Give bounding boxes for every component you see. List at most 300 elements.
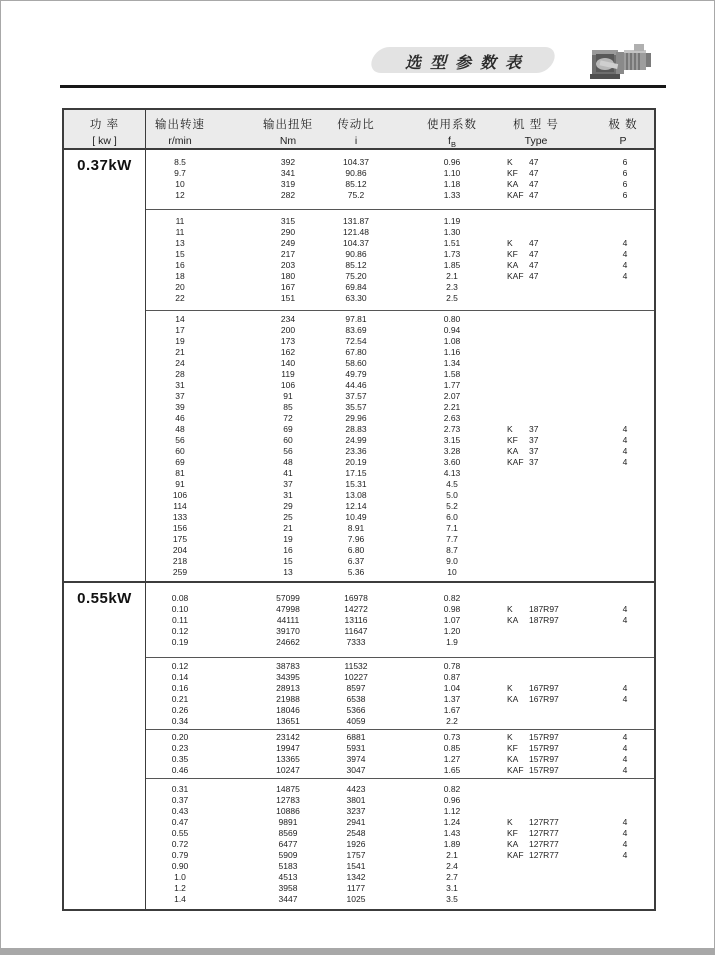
torque-cell: 38783: [276, 661, 300, 671]
speed-cell: 156: [172, 523, 188, 533]
service-factor-cell: 0.80: [443, 314, 461, 324]
ratio-cell: 4059: [346, 716, 366, 726]
ratio-cell: 6.80: [347, 545, 365, 555]
ratio-cell: 8597: [346, 683, 366, 693]
speed-cell: 19: [175, 336, 185, 346]
speed-cell: 0.10: [171, 604, 189, 614]
table-row: [146, 545, 654, 556]
model-cell: KAF 157R97: [507, 765, 559, 775]
speed-cell: 133: [172, 512, 188, 522]
service-factor-cell: 1.27: [443, 754, 461, 764]
speed-cell: 0.08: [171, 593, 189, 603]
speed-cell: 37: [175, 391, 185, 401]
service-factor-cell: 1.51: [443, 238, 461, 248]
speed-cell: 0.31: [171, 784, 189, 794]
torque-cell: 56: [283, 446, 293, 456]
service-factor-cell: 1.08: [443, 336, 461, 346]
table-row: [146, 157, 654, 168]
ratio-cell: 67.80: [345, 347, 367, 357]
speed-cell: 46: [175, 413, 185, 423]
ratio-cell: 49.79: [345, 369, 367, 379]
ratio-cell: 5.36: [347, 567, 365, 577]
ratio-cell: 90.86: [345, 168, 367, 178]
table-row: [146, 556, 654, 567]
torque-cell: 10247: [276, 765, 300, 775]
table-row: [146, 468, 654, 479]
table-row: [146, 683, 654, 694]
speed-cell: 218: [172, 556, 188, 566]
poles-cell: 4: [622, 238, 628, 248]
table-row: [146, 179, 654, 190]
torque-cell: 37: [283, 479, 293, 489]
service-factor-cell: 1.89: [443, 839, 461, 849]
ratio-cell: 58.60: [345, 358, 367, 368]
poles-cell: 4: [622, 683, 628, 693]
header-poles: 极 数 P: [608, 119, 638, 147]
speed-cell: 106: [172, 490, 188, 500]
header-ratio: 传动比 i: [337, 119, 375, 147]
model-cell: K 127R77: [507, 817, 559, 827]
table-row: [146, 894, 654, 905]
service-factor-cell: 2.7: [446, 872, 458, 882]
ratio-cell: 15.31: [345, 479, 367, 489]
service-factor-cell: 1.19: [443, 216, 461, 226]
table-row: [146, 626, 654, 637]
model-cell: KA 157R97: [507, 754, 559, 764]
ratio-block: [146, 779, 654, 909]
service-factor-cell: 0.78: [443, 661, 461, 671]
table-row: [146, 424, 654, 435]
model-cell: K 47: [507, 157, 539, 167]
speed-cell: 31: [175, 380, 185, 390]
service-factor-cell: 3.5: [446, 894, 458, 904]
power-section: [64, 581, 654, 909]
ratio-cell: 6538: [346, 694, 366, 704]
model-cell: K 47: [507, 238, 539, 248]
table-row: [146, 828, 654, 839]
torque-cell: 200: [280, 325, 296, 335]
service-factor-cell: 2.07: [443, 391, 461, 401]
service-factor-cell: 1.77: [443, 380, 461, 390]
speed-cell: 1.4: [174, 894, 186, 904]
poles-cell: 4: [622, 424, 628, 434]
table-row: [146, 282, 654, 293]
service-factor-cell: 0.85: [443, 743, 461, 753]
ratio-cell: 37.57: [345, 391, 367, 401]
torque-cell: 217: [280, 249, 296, 259]
ratio-cell: 75.20: [345, 271, 367, 281]
table-row: [146, 457, 654, 468]
speed-cell: 20: [175, 282, 185, 292]
torque-cell: 162: [280, 347, 296, 357]
service-factor-cell: 1.10: [443, 168, 461, 178]
ratio-cell: 121.48: [343, 227, 369, 237]
ratio-cell: 2941: [346, 817, 366, 827]
speed-cell: 0.46: [171, 765, 189, 775]
ratio-cell: 24.99: [345, 435, 367, 445]
speed-cell: 18: [175, 271, 185, 281]
service-factor-cell: 2.2: [446, 716, 458, 726]
speed-cell: 0.14: [171, 672, 189, 682]
service-factor-cell: 1.58: [443, 369, 461, 379]
table-row: [146, 534, 654, 545]
ratio-cell: 28.83: [345, 424, 367, 434]
ratio-cell: 83.69: [345, 325, 367, 335]
poles-cell: 6: [622, 179, 628, 189]
ratio-cell: 13116: [344, 615, 368, 625]
torque-cell: 315: [280, 216, 296, 226]
model-cell: KAF 47: [507, 271, 539, 281]
speed-cell: 69: [175, 457, 185, 467]
torque-cell: 85: [283, 402, 293, 412]
ratio-cell: 97.81: [345, 314, 367, 324]
service-factor-cell: 9.0: [446, 556, 458, 566]
ratio-cell: 63.30: [345, 293, 367, 303]
ratio-block: [146, 730, 654, 779]
service-factor-cell: 5.0: [446, 490, 458, 500]
table-row: [146, 293, 654, 304]
torque-cell: 9891: [278, 817, 298, 827]
torque-cell: 5909: [278, 850, 298, 860]
ratio-cell: 7.96: [347, 534, 365, 544]
ratio-block: [146, 583, 654, 658]
speed-cell: 56: [175, 435, 185, 445]
torque-cell: 180: [280, 271, 296, 281]
service-factor-cell: 1.18: [443, 179, 461, 189]
speed-cell: 8.5: [174, 157, 186, 167]
gearmotor-image: [588, 40, 654, 84]
footer-bar: [0, 948, 715, 955]
torque-cell: 19947: [276, 743, 300, 753]
torque-cell: 29: [283, 501, 293, 511]
service-factor-cell: 1.33: [443, 190, 461, 200]
speed-cell: 259: [172, 567, 188, 577]
header-service-factor: 使用系数 $f_B$: [427, 119, 477, 150]
ratio-cell: 29.96: [345, 413, 367, 423]
service-factor-cell: 6.0: [446, 512, 458, 522]
table-row: [146, 501, 654, 512]
table-row: [146, 593, 654, 604]
poles-cell: 4: [622, 765, 628, 775]
torque-cell: 23142: [276, 732, 300, 742]
speed-cell: 0.19: [171, 637, 189, 647]
service-factor-cell: 1.85: [443, 260, 461, 270]
poles-cell: 4: [622, 694, 628, 704]
ratio-cell: 5366: [346, 705, 366, 715]
torque-cell: 21: [283, 523, 293, 533]
table-row: [146, 512, 654, 523]
speed-cell: 114: [173, 501, 187, 511]
model-cell: K 37: [507, 424, 539, 434]
torque-cell: 19: [283, 534, 293, 544]
poles-cell: 4: [622, 839, 628, 849]
table-row: [146, 190, 654, 201]
service-factor-cell: 0.73: [443, 732, 461, 742]
speed-cell: 0.26: [171, 705, 189, 715]
poles-cell: 4: [622, 732, 628, 742]
speed-cell: 0.79: [171, 850, 189, 860]
table-row: [146, 661, 654, 672]
poles-cell: 4: [622, 435, 628, 445]
speed-cell: 0.20: [171, 732, 189, 742]
model-cell: KAF 127R77: [507, 850, 559, 860]
speed-cell: 11: [175, 227, 185, 237]
table-row: [146, 839, 654, 850]
service-factor-cell: 8.7: [446, 545, 458, 555]
power-label: 0.55kW: [64, 583, 146, 909]
torque-cell: 14875: [276, 784, 300, 794]
table-row: [146, 168, 654, 179]
service-factor-cell: 1.67: [443, 705, 461, 715]
ratio-cell: 6.37: [347, 556, 365, 566]
service-factor-cell: 2.63: [443, 413, 461, 423]
table-row: [146, 883, 654, 894]
service-factor-cell: 1.24: [443, 817, 461, 827]
ratio-block: [146, 311, 654, 581]
torque-cell: 173: [280, 336, 296, 346]
ratio-cell: 12.14: [345, 501, 367, 511]
table-row: [146, 732, 654, 743]
speed-cell: 1.2: [174, 883, 186, 893]
torque-cell: 106: [280, 380, 296, 390]
torque-cell: 24662: [276, 637, 300, 647]
speed-cell: 16: [175, 260, 185, 270]
speed-cell: 11: [175, 216, 185, 226]
table-row: [146, 271, 654, 282]
speed-cell: 0.72: [171, 839, 189, 849]
torque-cell: 48: [283, 457, 293, 467]
table-row: [146, 872, 654, 883]
ratio-cell: 10.49: [345, 512, 367, 522]
speed-cell: 0.37: [171, 795, 189, 805]
model-cell: KF 37: [507, 435, 539, 445]
table-row: [146, 567, 654, 578]
model-cell: K 187R97: [507, 604, 559, 614]
table-row: [146, 743, 654, 754]
table-row: [146, 705, 654, 716]
table-row: [146, 446, 654, 457]
service-factor-cell: 2.3: [446, 282, 458, 292]
table-row: [146, 716, 654, 727]
service-factor-cell: 1.73: [443, 249, 461, 259]
model-cell: K 157R97: [507, 732, 559, 742]
torque-cell: 16: [283, 545, 293, 555]
model-cell: KF 47: [507, 168, 539, 178]
model-cell: KF 47: [507, 249, 539, 259]
speed-cell: 204: [172, 545, 188, 555]
speed-cell: 15: [175, 249, 185, 259]
poles-cell: 4: [622, 615, 628, 625]
table-row: [146, 314, 654, 325]
torque-cell: 57099: [276, 593, 300, 603]
service-factor-cell: 1.12: [443, 806, 461, 816]
page-title: 选型参数表: [404, 55, 530, 72]
poles-cell: 6: [622, 157, 628, 167]
ratio-cell: 85.12: [345, 260, 367, 270]
ratio-cell: 35.57: [345, 402, 367, 412]
service-factor-cell: 1.43: [443, 828, 461, 838]
ratio-cell: 3974: [346, 754, 366, 764]
torque-cell: 60: [283, 435, 293, 445]
speed-cell: 1.0: [174, 872, 186, 882]
table-row: [146, 380, 654, 391]
table-row: [146, 369, 654, 380]
ratio-cell: 1541: [346, 861, 366, 871]
ratio-cell: 11532: [344, 661, 368, 671]
torque-cell: 140: [280, 358, 296, 368]
ratio-cell: 1342: [346, 872, 366, 882]
power-label: 0.37kW: [64, 150, 146, 581]
speed-cell: 12: [175, 190, 185, 200]
table-row: [146, 795, 654, 806]
service-factor-cell: 0.82: [443, 784, 461, 794]
poles-cell: 6: [622, 190, 628, 200]
speed-cell: 48: [175, 424, 185, 434]
torque-cell: 5183: [278, 861, 298, 871]
table-row: [146, 391, 654, 402]
poles-cell: 4: [622, 446, 628, 456]
ratio-cell: 1177: [346, 883, 366, 893]
speed-cell: 21: [175, 347, 185, 357]
speed-cell: 9.7: [174, 168, 186, 178]
model-cell: K 167R97: [507, 683, 559, 693]
poles-cell: 4: [622, 850, 628, 860]
speed-cell: 175: [172, 534, 188, 544]
table-row: [146, 523, 654, 534]
service-factor-cell: 1.04: [443, 683, 461, 693]
selection-table: [62, 108, 656, 911]
service-factor-cell: 3.28: [443, 446, 461, 456]
ratio-cell: 14272: [344, 604, 368, 614]
table-row: [146, 672, 654, 683]
speed-cell: 17: [175, 325, 185, 335]
speed-cell: 0.11: [172, 615, 188, 625]
speed-cell: 0.55: [171, 828, 189, 838]
table-header: [64, 110, 654, 150]
model-cell: KA 37: [507, 446, 539, 456]
ratio-cell: 4423: [346, 784, 366, 794]
torque-cell: 34395: [276, 672, 300, 682]
ratio-cell: 2548: [346, 828, 366, 838]
table-row: [146, 358, 654, 369]
power-section: [64, 150, 654, 581]
table-row: [146, 861, 654, 872]
torque-cell: 25: [283, 512, 293, 522]
torque-cell: 13651: [276, 716, 300, 726]
table-body: [64, 150, 654, 909]
speed-cell: 0.34: [171, 716, 189, 726]
poles-cell: 4: [622, 743, 628, 753]
ratio-block: [146, 210, 654, 311]
speed-cell: 39: [175, 402, 185, 412]
service-factor-cell: 1.34: [443, 358, 461, 368]
torque-cell: 151: [280, 293, 296, 303]
service-factor-cell: 10: [447, 567, 457, 577]
speed-cell: 0.43: [171, 806, 189, 816]
ratio-cell: 1757: [346, 850, 366, 860]
poles-cell: 4: [622, 271, 628, 281]
speed-cell: 24: [175, 358, 185, 368]
service-factor-cell: 2.1: [446, 271, 458, 281]
ratio-cell: 1926: [346, 839, 366, 849]
table-row: [146, 336, 654, 347]
service-factor-cell: 1.65: [443, 765, 461, 775]
poles-cell: 4: [622, 457, 628, 467]
speed-cell: 0.12: [171, 661, 189, 671]
ratio-cell: 16978: [344, 593, 368, 603]
table-row: [146, 227, 654, 238]
speed-cell: 22: [175, 293, 185, 303]
table-row: [146, 216, 654, 227]
service-factor-cell: 5.2: [446, 501, 458, 511]
speed-cell: 10: [175, 179, 185, 189]
ratio-cell: 3801: [346, 795, 366, 805]
table-row: [146, 604, 654, 615]
service-factor-cell: 1.9: [446, 637, 458, 647]
model-cell: KAF 37: [507, 457, 539, 467]
torque-cell: 6477: [278, 839, 298, 849]
torque-cell: 167: [280, 282, 296, 292]
torque-cell: 21988: [276, 694, 300, 704]
table-row: [146, 784, 654, 795]
ratio-cell: 90.86: [345, 249, 367, 259]
speed-cell: 0.35: [171, 754, 189, 764]
header-model: 机 型 号 Type: [513, 119, 559, 147]
poles-cell: 4: [622, 828, 628, 838]
torque-cell: 12783: [276, 795, 300, 805]
service-factor-cell: 3.15: [443, 435, 461, 445]
ratio-cell: 72.54: [345, 336, 367, 346]
table-row: [146, 817, 654, 828]
torque-cell: 290: [280, 227, 296, 237]
model-cell: KF 127R77: [507, 828, 559, 838]
torque-cell: 3447: [278, 894, 298, 904]
header-power: 功 率 [ kw ]: [64, 110, 146, 148]
ratio-cell: 17.15: [345, 468, 367, 478]
ratio-cell: 69.84: [345, 282, 367, 292]
ratio-cell: 104.37: [343, 157, 369, 167]
table-row: [146, 850, 654, 861]
torque-cell: 44111: [276, 615, 300, 625]
torque-cell: 8569: [278, 828, 298, 838]
service-factor-cell: 0.96: [443, 795, 461, 805]
service-factor-cell: 0.98: [443, 604, 461, 614]
table-row: [146, 402, 654, 413]
speed-cell: 0.21: [171, 694, 189, 704]
service-factor-cell: 1.20: [443, 626, 461, 636]
table-row: [146, 694, 654, 705]
service-factor-cell: 3.60: [443, 457, 461, 467]
torque-cell: 282: [280, 190, 296, 200]
ratio-cell: 44.46: [345, 380, 367, 390]
ratio-cell: 75.2: [347, 190, 365, 200]
torque-cell: 15: [283, 556, 293, 566]
torque-cell: 203: [280, 260, 296, 270]
poles-cell: 4: [622, 817, 628, 827]
ratio-cell: 10227: [344, 672, 368, 682]
torque-cell: 234: [280, 314, 296, 324]
poles-cell: 4: [622, 249, 628, 259]
service-factor-cell: 0.96: [443, 157, 461, 167]
torque-cell: 28913: [276, 683, 300, 693]
ratio-cell: 8.91: [347, 523, 365, 533]
ratio-cell: 104.37: [343, 238, 369, 248]
model-cell: KA 47: [507, 179, 539, 189]
service-factor-cell: 0.87: [443, 672, 461, 682]
speed-cell: 0.23: [171, 743, 189, 753]
model-cell: KA 127R77: [507, 839, 559, 849]
torque-cell: 341: [280, 168, 296, 178]
